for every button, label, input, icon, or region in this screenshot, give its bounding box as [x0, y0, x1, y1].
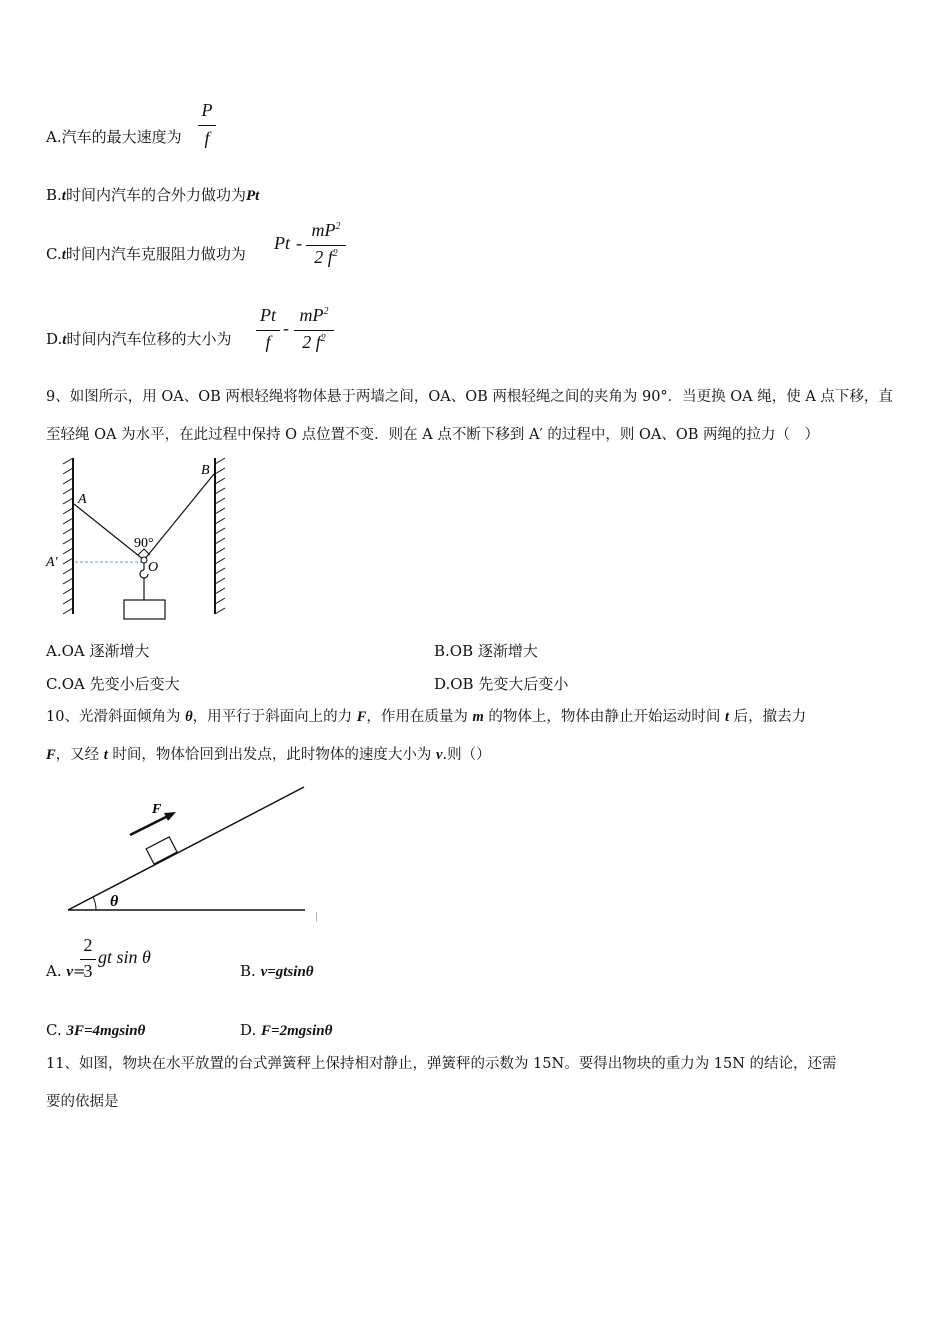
q8-option-d-numerator-1: Pt: [260, 305, 276, 325]
q10-var-theta: θ: [185, 709, 193, 725]
q8-option-d-den2-base: 2 f: [302, 332, 321, 352]
q8-option-c-numerator: [306, 220, 346, 241]
q10-block: [146, 837, 177, 864]
q10-text-2: ，用平行于斜面向上的力: [192, 709, 357, 725]
q9-option-c: C.OA 先变小后变大: [46, 675, 180, 693]
q10-option-c-prefix: C.: [46, 1021, 67, 1039]
q10-option-d-formula: F=2mgsinθ: [261, 1023, 333, 1039]
q8-option-d-minus: -: [283, 318, 289, 338]
q8-option-d-fraction-bar-1: [256, 330, 280, 331]
q8-option-c-minus: -: [296, 233, 302, 253]
q10-option-c-formula: 3F=4mgsinθ: [66, 1023, 146, 1039]
q8-option-a-numerator: P: [201, 100, 213, 120]
q8-option-c-pt: Pt: [274, 233, 290, 253]
q8-option-c-text: 时间内汽车克服阻力做功为: [65, 245, 246, 263]
q11-stem-line-2: 要的依据是: [46, 1094, 119, 1110]
q10-option-a-fraction-bar: [80, 959, 96, 960]
q8-option-d-denominator-1: f: [265, 332, 271, 352]
q10-option-b-prefix: B.: [240, 962, 261, 980]
q9-label-b: B: [201, 463, 210, 478]
q9-figure: [46, 452, 240, 624]
q10-var-m: m: [472, 709, 484, 725]
q9-rope-oa: [74, 504, 144, 560]
q10-option-b-formula: v=gtsinθ: [260, 964, 314, 980]
q9-stem-line-1: 9、如图所示，用 OA、OB 两根轻绳将物体悬于两墙之间，OA、OB 两根轻绳之间的夹角为 90°．当更换 OA 绳，使 A 点下移，直: [46, 389, 893, 405]
q10-var-t: t: [724, 709, 730, 725]
q9-hook: [140, 563, 148, 578]
q8-option-d-prefix: D.: [46, 330, 63, 348]
q8-option-b-prefix: B.: [46, 186, 62, 204]
q9-option-b: B.OB 逐渐增大: [434, 642, 538, 660]
q8-option-d-num2-exp: 2: [323, 306, 329, 317]
q10-stem-line-2: [46, 745, 491, 765]
q8-option-d-num2-base: mP: [299, 305, 324, 325]
q9-label-a: A: [78, 492, 87, 507]
q10-text-3: ，作用在质量为: [366, 709, 473, 725]
q9-option-a: A.OA 逐渐增大: [46, 642, 150, 660]
q8-option-c-denominator: [306, 247, 346, 268]
q10-option-a-denominator: 3: [83, 961, 93, 981]
q8-option-c-num-base: mP: [311, 220, 336, 240]
q10-angle-label: θ: [110, 893, 119, 910]
q9-node-o: [141, 557, 147, 563]
q8-option-d-den2-exp: 2: [320, 333, 326, 344]
q10-option-a-prefix: A.: [46, 962, 67, 980]
q8-option-c: [46, 244, 246, 265]
q10-option-a-v: v: [66, 964, 74, 980]
q9-left-wall-hatching: [63, 458, 73, 614]
q10-text-1: 10、光滑斜面倾角为: [46, 709, 186, 725]
q10-option-c: [46, 1020, 145, 1041]
q10-text-5: 后，撤去力: [729, 709, 807, 725]
q10-text-6: ，又经: [55, 747, 104, 763]
q10-text-4: 的物体上，物体由静止开始运动时间: [483, 709, 725, 725]
q8-option-d-numerator-2: [294, 305, 334, 326]
q10-option-a-eq: =: [73, 962, 86, 980]
q11-stem-line-1: 11、如图，物块在水平放置的台式弹簧秤上保持相对静止，弹簧秤的示数为 15N。要得出物块的重力为 15N 的结论，还需: [46, 1056, 837, 1072]
q9-stem-line-2: 至轻绳 OA 为水平，在此过程中保持 O 点位置不变．则在 A 点不断下移到 A′ 的过程中，则 OA、OB 两绳的拉力（ ）: [46, 427, 819, 443]
q8-option-a-denominator: f: [204, 128, 210, 148]
q10-incline: [68, 787, 304, 910]
q8-option-d-denominator-2: [294, 332, 334, 353]
q9-label-o: O: [148, 560, 159, 575]
q8-option-d-text: 时间内汽车位移的大小为: [66, 330, 232, 348]
q10-var-f: F: [356, 709, 367, 725]
q8-option-b-value: Pt: [245, 188, 260, 204]
q10-var-t-2: t: [103, 747, 108, 763]
q8-option-c-den-base: 2 f: [314, 247, 333, 267]
q8-option-b-var: t: [61, 188, 66, 204]
q10-text-8: .则（）: [442, 747, 491, 763]
q10-option-d: [240, 1020, 332, 1041]
q10-figure-edge-mark: [316, 912, 317, 922]
q9-right-wall-hatching: [215, 458, 225, 614]
q10-text-7: 时间，物体恰回到出发点，此时物体的速度大小为: [107, 747, 437, 763]
q10-var-f-2: F: [46, 747, 56, 763]
q8-option-c-prefix: C.: [46, 245, 62, 263]
q9-rope-ob: [144, 474, 214, 560]
q8-option-c-fraction-bar: [306, 245, 346, 246]
q10-force-arrow-head: [164, 812, 176, 821]
q8-option-b: [46, 185, 259, 206]
q10-option-d-prefix: D.: [240, 1021, 262, 1039]
q8-option-c-den-exp: 2: [332, 248, 338, 259]
q8-option-d-fraction-bar-2: [294, 330, 334, 331]
q10-figure: [60, 780, 325, 930]
q8-option-a-fraction-bar: [198, 125, 216, 126]
q10-force-arrow-shaft: [130, 815, 170, 835]
q10-option-a-numerator: 2: [83, 935, 93, 955]
q9-label-a-prime: A′: [46, 555, 58, 570]
q8-option-a-text: A.汽车的最大速度为: [46, 128, 182, 146]
q9-hanging-box: [124, 600, 165, 619]
q9-label-angle: 90°: [134, 536, 154, 551]
q8-option-d: [46, 329, 231, 350]
q10-angle-arc: [93, 897, 96, 910]
q10-var-v: v: [436, 747, 443, 763]
q8-option-b-text: 时间内汽车的合外力做功为: [65, 186, 246, 204]
q10-force-label: F: [152, 802, 162, 817]
q10-option-b: [240, 961, 314, 982]
q10-stem-line-1: [46, 707, 806, 727]
q8-option-c-num-exp: 2: [335, 221, 341, 232]
q8-option-d-var: t: [62, 332, 67, 348]
q9-option-d: D.OB 先变大后变小: [434, 675, 569, 693]
q8-option-c-var: t: [61, 247, 66, 263]
q10-option-a-tail: gt sin θ: [98, 947, 151, 967]
